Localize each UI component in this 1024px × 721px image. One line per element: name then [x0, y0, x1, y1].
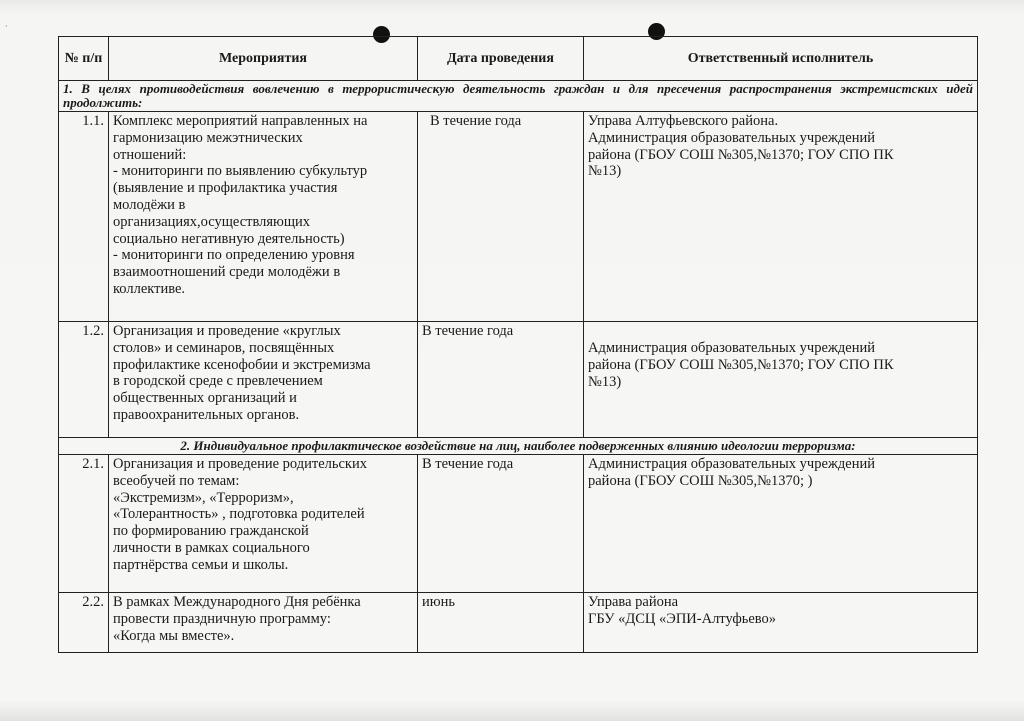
date-cell: В течение года — [418, 455, 584, 593]
responsible-cell — [584, 112, 978, 322]
activity-line: молодёжи в — [113, 196, 186, 213]
row-number: 1.1. — [59, 112, 109, 322]
activity-line: коллективе. — [113, 280, 186, 297]
table-row — [59, 455, 978, 593]
responsible-line: №13) — [588, 373, 622, 390]
activity-line: «Толерантность» , подготовка родителей — [113, 506, 365, 523]
activity-cell — [109, 322, 418, 438]
section-1-text: 1. В целях противодействия вовлечению в террористическую деятельность граждан и для пресечения распространения экстремистских идей продолжить: — [59, 81, 978, 112]
date-cell: В течение года — [418, 112, 584, 322]
section-2-text: 2. Индивидуальное профилактическое воздействие на лиц, наиболее подверженных влиянию идеологии терроризма: — [59, 438, 978, 455]
header-activities: Мероприятия — [109, 37, 418, 81]
activity-line: Комплекс мероприятий направленных на — [113, 113, 368, 129]
activity-line: партнёрства семьи и школы. — [113, 556, 289, 573]
activity-line: организациях,осуществляющих — [113, 213, 311, 230]
activities-table — [58, 36, 978, 653]
activity-line: - мониторинги по выявлению субкультур — [113, 163, 368, 180]
responsible-line: района (ГБОУ СОШ №305,№1370; ) — [588, 472, 813, 489]
activity-line: В рамках Международного Дня ребёнка — [113, 594, 361, 610]
activity-line: столов» и семинаров, посвящённых — [113, 339, 335, 356]
section-heading-1 — [59, 81, 978, 112]
activity-line: гармонизацию межэтнических — [113, 129, 303, 146]
activity-line: - мониторинги по определению уровня — [113, 247, 355, 264]
responsible-line: ГБУ «ДСЦ «ЭПИ-Алтуфьево» — [588, 610, 777, 627]
activity-line: общественных организаций и — [113, 390, 297, 407]
table-row — [59, 593, 978, 653]
activity-line: Организация и проведение «круглых — [113, 323, 341, 339]
activity-line: профилактике ксенофобии и экстремизма — [113, 356, 371, 373]
responsible-line: района (ГБОУ СОШ №305,№1370; ГОУ СПО ПК — [588, 146, 894, 163]
date-cell: В течение года — [418, 322, 584, 438]
activity-line: социально негативную деятельность) — [113, 230, 345, 247]
responsible-line: Администрация образовательных учреждений — [588, 456, 876, 472]
responsible-line: Администрация образовательных учреждений — [588, 129, 876, 146]
section-heading-2 — [59, 438, 978, 455]
activity-line: (выявление и профилактика участия — [113, 180, 338, 197]
activity-cell — [109, 455, 418, 593]
scan-mark: · — [5, 22, 8, 31]
row-number: 2.2. — [59, 593, 109, 653]
activity-line: по формированию гражданской — [113, 523, 309, 540]
responsible-cell — [584, 455, 978, 593]
activity-line: «Экстремизм», «Терроризм», — [113, 489, 294, 506]
table-header-row — [59, 37, 978, 81]
responsible-cell — [584, 593, 978, 653]
activity-line: взаимоотношений среди молодёжи в — [113, 264, 341, 281]
table-row — [59, 322, 978, 438]
responsible-line: №13) — [588, 163, 622, 180]
header-date: Дата проведения — [418, 37, 584, 81]
responsible-cell — [584, 322, 978, 438]
activity-line: Организация и проведение родительских — [113, 456, 367, 472]
header-responsible: Ответственный исполнитель — [584, 37, 978, 81]
date-cell: июнь — [418, 593, 584, 653]
activity-line: личности в рамках социального — [113, 539, 310, 556]
row-number: 1.2. — [59, 322, 109, 438]
table-row — [59, 112, 978, 322]
activity-cell — [109, 112, 418, 322]
activity-line: отношений: — [113, 146, 187, 163]
responsible-line: Администрация образовательных учреждений — [588, 340, 876, 356]
activity-line: всеобучей по темам: — [113, 472, 240, 489]
activity-line: правоохранительных органов. — [113, 406, 300, 423]
activity-line: «Когда мы вместе». — [113, 627, 235, 644]
activity-line: в городской среде с превлечением — [113, 373, 323, 390]
activity-line: провести праздничную программу: — [113, 610, 331, 627]
row-number: 2.1. — [59, 455, 109, 593]
activity-cell — [109, 593, 418, 653]
responsible-line: района (ГБОУ СОШ №305,№1370; ГОУ СПО ПК — [588, 356, 894, 373]
responsible-line: Управа района — [588, 594, 679, 610]
responsible-line: Управа Алтуфьевского района. — [588, 113, 779, 129]
header-num: № п/п — [59, 37, 109, 81]
